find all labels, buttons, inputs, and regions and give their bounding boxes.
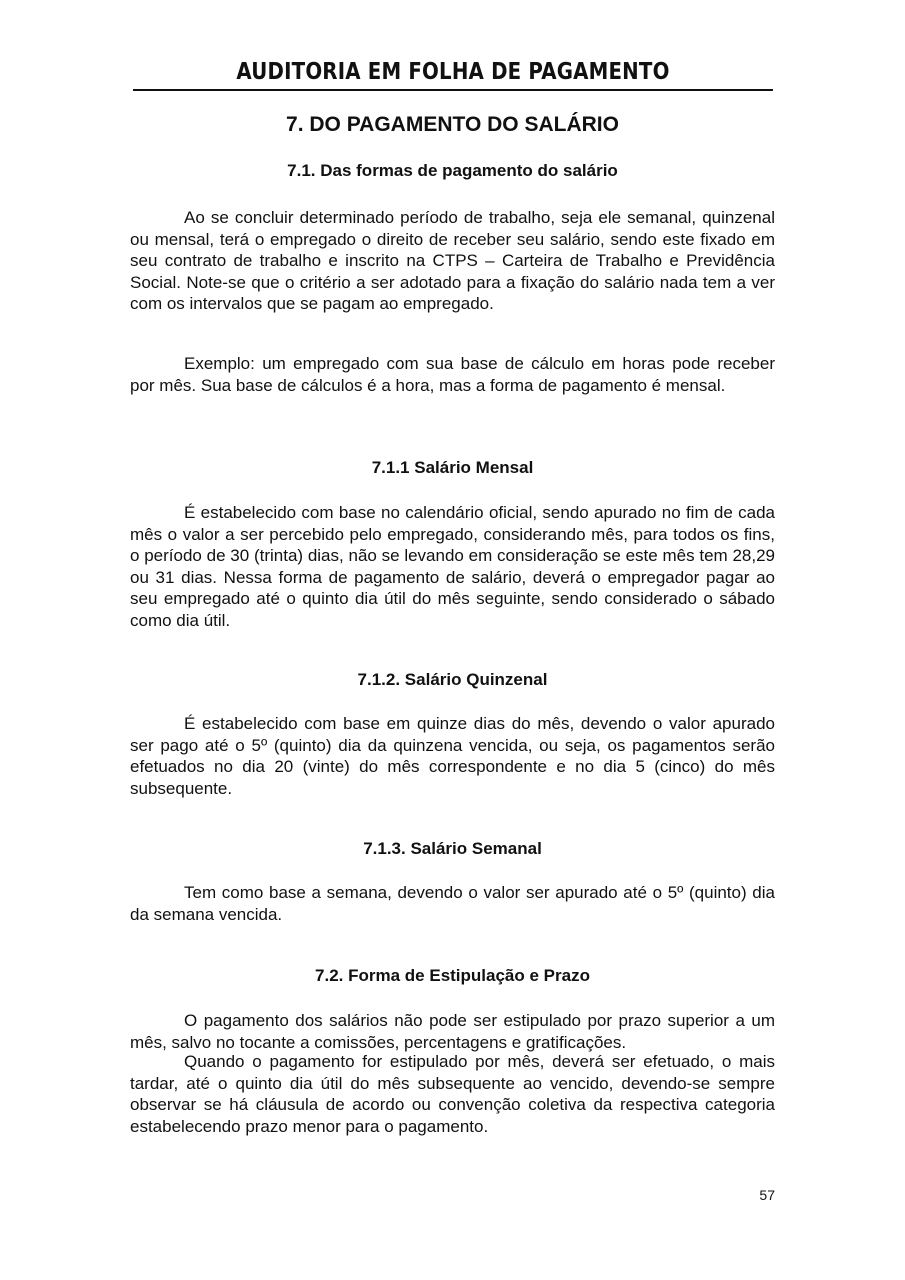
paragraph: É estabelecido com base em quinze dias do mês, devendo o valor apurado ser pago até o 5º (quinto) dia da quinzena vencida, ou seja, os pagamentos serão efetuados no dia 20 (vinte) do mês correspondente e no dia 5 (cinco) do mês subsequente. bbox=[130, 714, 775, 798]
paragraph: É estabelecido com base no calendário oficial, sendo apurado no fim de cada mês o valor a ser percebido pelo empregado, considerando mês, para todos os fins, o período de 30 (trinta) dias, não se levando em consideração se este mês tem 28,29 ou 31 dias. Nessa forma de pagamento de salário, deverá o empregador pagar ao seu empregado até o quinto dia útil do mês seguinte, sendo considerado o sábado como dia útil. bbox=[130, 503, 775, 630]
paragraph: Ao se concluir determinado período de trabalho, seja ele semanal, quinzenal ou mensal, terá o empregado o direito de receber seu salário, sendo este fixado em seu contrato de trabalho e inscrito na CTPS – Carteira de Trabalho e Previdência Social. Note-se que o critério a ser adotado para a fixação do salário nada tem a ver com os intervalos que se pagam ao empregado. bbox=[130, 208, 775, 313]
section-heading-7-1-2: 7.1.2. Salário Quinzenal bbox=[357, 670, 548, 689]
section-heading-7-1-3: 7.1.3. Salário Semanal bbox=[363, 839, 542, 858]
section-heading-7-1: 7.1. Das formas de pagamento do salário bbox=[287, 161, 618, 180]
page-number: 57 bbox=[759, 1187, 775, 1203]
running-head-underline bbox=[133, 89, 773, 91]
running-head: AUDITORIA EM FOLHA DE PAGAMENTO bbox=[236, 59, 670, 85]
paragraph: Quando o pagamento for estipulado por mês, deverá ser efetuado, o mais tardar, até o quinto dia útil do mês subsequente ao vencido, devendo-se sempre observar se há cláusula de acordo ou convenção coletiva da respectiva categoria estabelecendo prazo menor para o pagamento. bbox=[130, 1052, 775, 1136]
chapter-title: 7. DO PAGAMENTO DO SALÁRIO bbox=[286, 113, 619, 136]
section-heading-7-2: 7.2. Forma de Estipulação e Prazo bbox=[315, 966, 590, 985]
paragraph: O pagamento dos salários não pode ser estipulado por prazo superior a um mês, salvo no tocante a comissões, percentagens e gratificações. bbox=[130, 1011, 775, 1052]
section-heading-7-1-1: 7.1.1 Salário Mensal bbox=[371, 458, 534, 477]
paragraph: Tem como base a semana, devendo o valor ser apurado até o 5º (quinto) dia da semana vencida. bbox=[130, 883, 775, 924]
paragraph: Exemplo: um empregado com sua base de cálculo em horas pode receber por mês. Sua base de cálculos é a hora, mas a forma de pagamento é mensal. bbox=[130, 354, 775, 395]
